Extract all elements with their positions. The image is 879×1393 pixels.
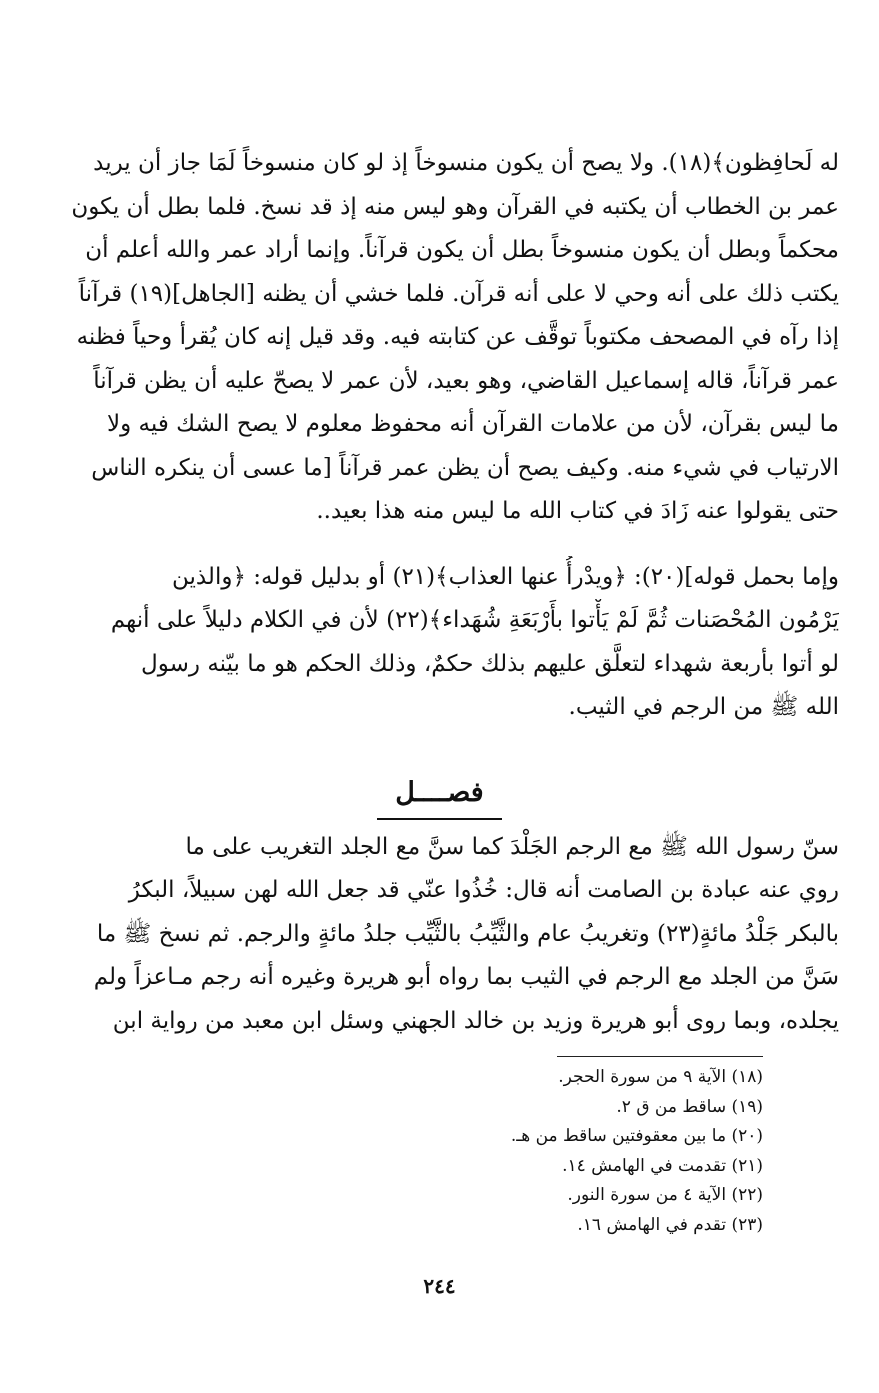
footnote-23: (٢٣) تقدم في الهامش ١٦. [577, 1214, 763, 1235]
text-line: وإما بحمل قوله](٢٠): ﴿ويدْرأُ عنها العذاب﴾(٢١) أو بدليل قوله: ﴿والذين [171, 563, 839, 590]
text-line: ما ليس بقرآن، لأن من علامات القرآن أنه محفوظ معلوم لا يصح الشك فيه ولا [107, 411, 839, 437]
text-line: حتى يقولوا عنه زَادَ في كتاب الله ما ليس منه هذا بعيد.. [316, 498, 839, 524]
text-line: بالبكر جَلْدُ مائةٍ(٢٣) وتغريبُ عام والثَّيِّبُ بالثَّيِّب جلدُ مائةٍ والرجم. ثم نسخ ﷺ ما [96, 920, 839, 947]
section-heading [40, 770, 839, 820]
text-line: سنّ رسول الله ﷺ مع الرجم الجَلْدَ كما سنَّ مع الجلد التغريب على ما [185, 833, 839, 860]
text-line: الارتياب في شيء منه. وكيف يصح أن يظن عمر قرآناً [ما عسى أن ينكره الناس [91, 454, 839, 481]
text-line: يكتب ذلك على أنه وحي لا على أنه قرآن. فلما خشي أن يظنه [الجاهل](١٩) قرآناً [78, 280, 839, 307]
text-line: يَرْمُون المُحْصَنات ثُمَّ لَمْ يَأْتوا بأَرْبَعَةِ شُهَداء﴾(٢٢) لأن في الكلام دليلاً على أنهم [110, 607, 839, 633]
text-line: عمر قرآناً، قاله إسماعيل القاضي، وهو بعيد، لأن عمر لا يصحّ عليه أن يظن قرآناً [93, 367, 839, 394]
footnote-19: (١٩) ساقط من ق ٢. [616, 1096, 763, 1117]
section-paragraph [40, 826, 839, 1044]
page-number: ٢٤٤ [423, 1274, 456, 1298]
footnote-20: (٢٠) ما بين معقوفتين ساقط من هـ. [510, 1126, 763, 1146]
text-line: سَنَّ من الجلد مع الرجم في الثيب بما رواه أبو هريرة وغيره أنه رجم مـاعزاً ولم [93, 964, 839, 990]
text-line: روي عنه عبادة بن الصامت أنه قال: خُذُوا عنّي قد جعل الله لهن سبيلاً، البكرُ [128, 877, 839, 903]
footnote-22: (٢٢) الآية ٤ من سورة النور. [567, 1185, 763, 1205]
section-heading-text: فصــــل [377, 770, 501, 820]
text-line: له لَحافِظون﴾(١٨). ولا يصح أن يكون منسوخاً إذ لو كان منسوخاً لَمَا جاز أن يريد [93, 150, 839, 176]
text-line: يجلده، وبما روى أبو هريرة وزيد بن خالد الجهني وسئل ابن معبد من رواية ابن [112, 1007, 839, 1034]
paragraph-1 [40, 142, 839, 534]
main-text [40, 142, 839, 1043]
footnote-18: (١٨) الآية ٩ من سورة الحجر. [558, 1067, 763, 1087]
text-line: لو أتوا بأربعة شهداء لتعلَّق عليهم بذلك حكمٌ، وذلك الحكم هو ما بيّنه رسول [141, 650, 839, 677]
footnote-21: (٢١) تقدمت في الهامش ١٤. [562, 1155, 763, 1176]
text-line: الله ﷺ من الرجم في الثيب. [568, 694, 839, 720]
footnote-divider [557, 1056, 763, 1057]
text-line: عمر بن الخطاب أن يكتبه في القرآن وهو ليس منه إذ قد نسخ. فلما بطل أن يكون [71, 193, 839, 220]
paragraph-2 [40, 556, 839, 730]
footnotes [363, 1056, 763, 1240]
text-line: محكماً وبطل أن يكون منسوخاً بطل أن يكون قرآناً. وإنما أراد عمر والله أعلم أن [85, 237, 839, 263]
paragraph-gap [40, 534, 839, 556]
text-line: إذا رآه في المصحف مكتوباً توقَّف عن كتابته فيه. وقد قيل إنه كان يُقرأ وحياً فظنه [76, 324, 839, 350]
